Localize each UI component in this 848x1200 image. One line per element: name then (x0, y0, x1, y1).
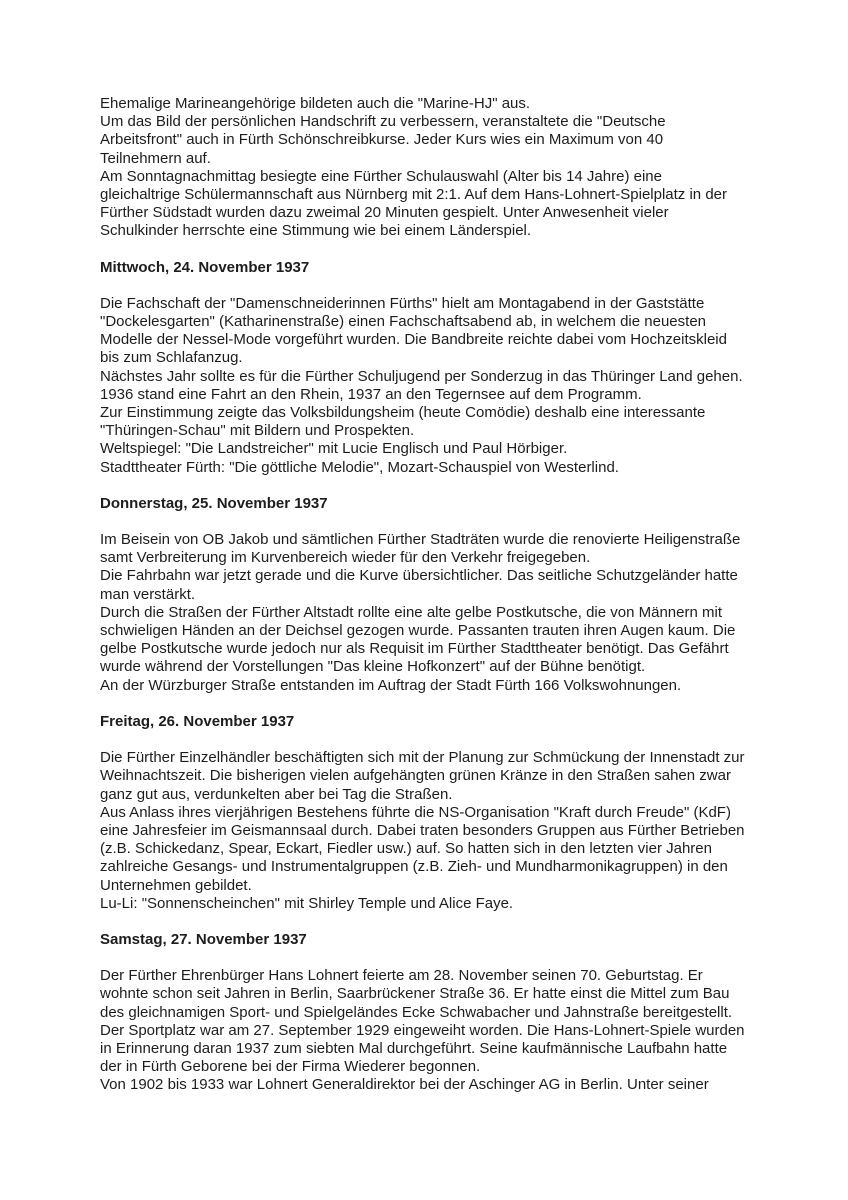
paragraph: Ehemalige Marineangehörige bildeten auch die "Marine-HJ" aus. (100, 95, 531, 112)
paragraph: Nächstes Jahr sollte es für die Fürther Schuljugend per Sonderzug in das Thüringer Land gehen. 1936 stand eine Fahrt an den Rhein, 1937 an den Tegernsee auf dem Programm. (100, 367, 743, 403)
paragraph: Am Sonntagnachmittag besiegte eine Fürther Schulauswahl (Alter bis 14 Jahre) eine gleichaltrige Schülermannschaft aus Nürnberg mit 2:1. Auf dem Hans-Lohnert-Spielplatz in der Fürther Südstadt wurden dazu zweimal 20 Minuten gespielt. Unter Anwesenheit vieler Schulkinder herrschte eine Stimmung wie bei einem Länderspiel. (100, 167, 727, 240)
section-heading-saturday-27-november-1937: Samstag, 27. November 1937 (100, 930, 307, 948)
paragraph: Der Fürther Ehrenbürger Hans Lohnert feierte am 28. November seinen 70. Geburtstag. Er wohnte schon seit Jahren in Berlin, Saarbrückener Straße 36. Er hatte einst die Mittel zum Bau des gleichnamigen Sport- und Spielgeländes Ecke Schwabacher und Jahnstraße bereitgestellt. Der Sportplatz war am 27. September 1929 eingeweiht worden. Die Hans-Lohnert-Spiele wurden in Erinnerung daran 1937 zum siebten Mal durchgeführt. Seine kaufmännische Laufbahn hatte der in Fürth Geborene bei der Firma Wiederer begonnen. (100, 967, 745, 1076)
paragraph: Im Beisein von OB Jakob und sämtlichen Fürther Stadträten wurde die renovierte Heiligenstraße samt Verbreiterung im Kurvenbereich wieder für den Verkehr freigegeben. (100, 531, 741, 567)
paragraph: Die Fachschaft der "Damenschneiderinnen Fürths" hielt am Montagabend in der Gaststätte "Dockelesgarten" (Katharinenstraße) einen Fachschaftsabend ab, in welchem die neuesten Modelle der Nessel-Mode vorgeführt wurden. Die Bandbreite reichte dabei vom Hochzeitskleid bis zum Schlafanzug. (100, 294, 727, 367)
paragraph: Durch die Straßen der Fürther Altstadt rollte eine alte gelbe Postkutsche, die von Männern mit schwieligen Händen an der Deichsel gezogen wurde. Passanten trauten ihren Augen kaum. Die gelbe Postkutsche wurde jedoch nur als Requisit im Fürther Stadttheater benötigt. Das Gefährt wurde während der Vorstellungen "Das kleine Hofkonzert" auf der Bühne benötigt. (100, 603, 736, 676)
paragraph: An der Würzburger Straße entstanden im Auftrag der Stadt Fürth 166 Volkswohnungen. (100, 676, 682, 694)
section-heading-friday-26-november-1937: Freitag, 26. November 1937 (100, 712, 295, 730)
paragraph: Die Fürther Einzelhändler beschäftigten sich mit der Planung zur Schmückung der Innenstadt zur Weihnachtszeit. Die bisherigen vielen aufgehängten grünen Kränze in den Straßen sahen zwar ganz gut aus, verdunkelten aber bei Tag die Straßen. (100, 749, 745, 803)
paragraph: Zur Einstimmung zeigte das Volksbildungsheim (heute Comödie) deshalb eine interessante "Thüringen-Schau" mit Bildern und Prospekten. (100, 404, 706, 440)
paragraph: Die Fahrbahn war jetzt gerade und die Kurve übersichtlicher. Das seitliche Schutzgeländer hatte man verstärkt. (100, 567, 738, 603)
paragraph: Von 1902 bis 1933 war Lohnert Generaldirektor bei der Aschinger AG in Berlin. Unter seiner (100, 1076, 709, 1094)
section-heading-wednesday-24-november-1937: Mittwoch, 24. November 1937 (100, 258, 310, 276)
paragraph: Um das Bild der persönlichen Handschrift zu verbessern, veranstaltete die "Deutsche Arbeitsfront" auch in Fürth Schönschreibkurse. Jeder Kurs wies ein Maximum von 40 Teilnehmern auf. (100, 113, 666, 167)
section-heading-thursday-25-november-1937: Donnerstag, 25. November 1937 (100, 494, 328, 512)
paragraph: Stadttheater Fürth: "Die göttliche Melodie", Mozart-Schauspiel von Westerlind. (100, 458, 619, 476)
paragraph: Lu-Li: "Sonnenscheinchen" mit Shirley Temple und Alice Faye. (100, 894, 514, 912)
paragraph: Aus Anlass ihres vierjährigen Bestehens führte die NS-Organisation "Kraft durch Freude" (KdF) eine Jahresfeier im Geismannsaal durch. Dabei traten besonders Gruppen aus Fürther Betrieben (z.B. Schickedanz, Spear, Eckart, Fiedler usw.) auf. So hatten sich in den letzten vier Jahren zahlreiche Gesangs- und Instrumentalgruppen (z.B. Zieh- und Mundharmonikagruppen) in den Unternehmen gebildet. (100, 803, 745, 894)
paragraph: Weltspiegel: "Die Landstreicher" mit Lucie Englisch und Paul Hörbiger. (100, 440, 568, 458)
